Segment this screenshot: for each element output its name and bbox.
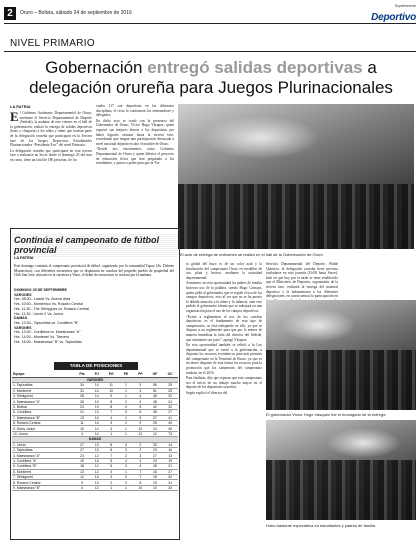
table-cell: 1. Limón [12, 442, 74, 447]
table-cell: 14 [90, 426, 104, 431]
table-row [12, 458, 178, 463]
table-cell: 13 [90, 458, 104, 463]
table-cell: 14 [90, 388, 104, 393]
fixture-group-title: VARONES [14, 292, 32, 297]
section-label: NIVEL PRIMARIO [10, 38, 95, 49]
supplement-logo [371, 3, 416, 24]
table-cell: 34 [74, 383, 90, 388]
box-intro: Este domingo continúa el campeonato provincial de fútbol, organizado por la comunidad Tapuy (Av. Dehene Montecinos), con diferentes encuentros que se disputarán en canchas del pequeño pueblo de propiedad del Club San José, ubicado en la carretera a Vinto, el debut de encuentros se iniciará por la mañana. [14, 264, 174, 278]
headline-pre: Gobernación [45, 58, 143, 77]
article-paragraph: La delegación orureña que participará en esta tercera fase a realizarse en Sucre desde el domingo 25 del mes en curso, tiene un total de 180 personas, de los [10, 148, 92, 162]
table-cell: 8. Rosario Central [12, 480, 74, 485]
table-cell: 12 [90, 469, 104, 474]
table-cell: 27 [74, 447, 90, 452]
standings-table [12, 372, 178, 491]
table-cell: 4. Maestranza "A" [12, 399, 74, 404]
fixture-line: Hrs. 11:30.- The Stimyguez vs. Rosario Central [14, 306, 89, 311]
standings-subheader: VARONES [12, 377, 178, 382]
table-cell: 12 [90, 453, 104, 458]
table-cell: 10 [104, 388, 119, 393]
fixture-line: Hrs. 13:30.- Cordillera vs. Maestranza "A" [14, 330, 81, 335]
table-cell: 9 [133, 415, 147, 420]
table-cell: 28 [148, 464, 163, 469]
article-col-3a [186, 262, 262, 542]
table-cell: 2 [119, 453, 133, 458]
article-paragraph: En esta oportunidad también se refirió a la Ley departamental que se envió a la gobernación, a disponer los recursos económicos para más premios del campeonato en la Terminal de Buses, ya que es un deseo disponer de esta forma los recursos para la promoción que los campeones del campeonato tendrán, en el 2016. [186, 343, 262, 375]
fixture-group-title: DAMAS [14, 316, 28, 321]
table-cell: 13 [74, 415, 90, 420]
table-cell: 12 [90, 485, 104, 490]
table-cell: 4 [133, 464, 147, 469]
standings-subheader: DAMAS [12, 437, 178, 442]
headline-post: a [367, 58, 377, 77]
table-cell: 12 [74, 474, 90, 479]
table-cell: 31 [74, 388, 90, 393]
table-cell: 5. Bolivar [12, 404, 74, 409]
standings-title: TABLA DE POSICIONES [54, 362, 138, 370]
table-cell: 11 [104, 383, 119, 388]
table-cell: 34 [162, 485, 178, 490]
table-cell: 73 [162, 431, 178, 436]
article-col-2 [96, 104, 174, 224]
table-cell: 18 [148, 474, 163, 479]
table-row [12, 480, 178, 485]
table-cell: 6. Cordillera [12, 410, 74, 415]
table-cell: 13 [90, 410, 104, 415]
table-cell: 8 [133, 480, 147, 485]
standings-header-cell: GC [162, 372, 178, 377]
table-cell: 0 [119, 404, 133, 409]
table-cell: 18 [74, 464, 90, 469]
table-cell: 2 [133, 383, 147, 388]
standings-header-cell: GF [148, 372, 163, 377]
table-cell: 3 [119, 447, 133, 452]
table-cell: 13 [90, 474, 104, 479]
table-cell: 25 [148, 421, 163, 426]
table-cell: 27 [148, 453, 163, 458]
table-cell: 13 [90, 480, 104, 485]
table-cell: 24 [148, 426, 163, 431]
table-cell: 32 [162, 404, 178, 409]
photo-audience [266, 420, 416, 520]
table-cell: 41 [162, 415, 178, 420]
fixture-line: Hrs. 14:30.- Monterrei Vs. Tirecero [14, 335, 70, 340]
table-cell: 10. Limón [12, 431, 74, 436]
table-cell: 1 [119, 383, 133, 388]
table-cell: 24 [74, 404, 90, 409]
table-cell: 16 [162, 447, 178, 452]
fixture-line: Hrs. 12:30.- Tapicolitas vs. Cordillera "B" [14, 320, 79, 325]
table-cell: 3 [133, 388, 147, 393]
fixture-line: Hrs. 08:30.- Lizanti Vs. Buena vista [14, 297, 71, 302]
table-cell: 31 [162, 480, 178, 485]
table-cell: 49 [162, 421, 178, 426]
table-cell: 9 [133, 421, 147, 426]
table-cell: 10 [74, 426, 90, 431]
fixture-list [14, 288, 174, 344]
table-cell: 13 [162, 453, 178, 458]
table-cell: 5 [104, 464, 119, 469]
table-cell: 21 [162, 464, 178, 469]
table-cell: 9 [74, 480, 90, 485]
dateline: Oruro – Bolivia, sábado 24 de septiembre de 2016 [20, 10, 132, 16]
table-cell: 9. Maestranza "B" [12, 485, 74, 490]
table-cell: 3 [119, 442, 133, 447]
table-cell: 32 [162, 394, 178, 399]
table-cell: 19 [74, 458, 90, 463]
table-cell: 5 [104, 458, 119, 463]
table-cell: 1 [119, 426, 133, 431]
table-cell: 2 [133, 447, 147, 452]
table-cell: 7. Maestranza "B" [12, 415, 74, 420]
table-cell: 56 [148, 383, 163, 388]
table-cell: 1 [119, 388, 133, 393]
table-cell: 23 [148, 447, 163, 452]
table-cell: 48 [148, 394, 163, 399]
table-cell: 4 [119, 458, 133, 463]
table-cell: 8 [104, 404, 119, 409]
table-cell: 12 [90, 464, 104, 469]
table-cell: 14 [90, 431, 104, 436]
photo-caption-bottom: Hubo bastante expectativa en estudiantes y padres de familia [266, 523, 376, 528]
page-header [4, 4, 416, 22]
fixture-group-title: VARONES [14, 325, 32, 330]
standings-header-cell: PG [104, 372, 119, 377]
photo-caption-top: El acto de entrega de uniformes se realizó en el hall de la Gobernación de Oruro [180, 252, 323, 257]
table-cell: 12 [133, 431, 147, 436]
dropcap: E [10, 109, 19, 124]
table-cell: 12 [148, 431, 163, 436]
table-cell: 33 [148, 442, 163, 447]
table-cell: 13 [90, 404, 104, 409]
table-cell: 10 [148, 485, 163, 490]
table-cell: 7 [133, 469, 147, 474]
table-cell: 1 [119, 485, 133, 490]
table-cell: 3 [104, 421, 119, 426]
logo-small-text: Suplemento [394, 2, 416, 8]
table-cell: 27 [148, 415, 163, 420]
headline [10, 58, 412, 98]
table-cell: 8 [104, 447, 119, 452]
table-cell: 3 [119, 480, 133, 485]
table-cell: 51 [148, 388, 163, 393]
table-cell: 48 [148, 399, 163, 404]
table-cell: 24 [162, 399, 178, 404]
table-cell: 3 [133, 453, 147, 458]
table-cell: 9 [104, 394, 119, 399]
table-cell: 1 [119, 415, 133, 420]
table-cell: 4 [74, 485, 90, 490]
table-cell: 14 [90, 394, 104, 399]
box-byline: LA PATRIA [14, 256, 34, 260]
fixture-line: Hrs. 16:00.- Maestranza "B" vs. Tapicolitas [14, 339, 82, 344]
table-cell: 14 [90, 415, 104, 420]
table-cell: 19 [162, 458, 178, 463]
table-cell: 4 [104, 469, 119, 474]
table-cell: 25 [162, 383, 178, 388]
table-cell: 3 [119, 464, 133, 469]
table-cell: 2. Monterrei [12, 388, 74, 393]
table-cell: 7 [104, 453, 119, 458]
article-paragraph: “Donde nos encontremos como Gobierno Departamental de Oruro y quien liderice el proyecto de educación física que han preparado a los estudiantes, y juntos a padre para que la Viz- [96, 147, 174, 166]
table-cell: 1 [119, 394, 133, 399]
table-cell: 1 [119, 469, 133, 474]
table-cell: 4 [133, 458, 147, 463]
table-cell: 3 [119, 474, 133, 479]
table-cell: 8 [104, 442, 119, 447]
article-paragraph: Para finalizar, dijo que esperan que este campeonato sea el inicio de un trabajo mucho mayor en el deporte de los deportistas orureños. [186, 376, 262, 390]
table-cell: 13 [90, 447, 104, 452]
table-cell: 5. Cordillera "B" [12, 464, 74, 469]
table-cell: 14 [90, 421, 104, 426]
table-cell: 13 [90, 442, 104, 447]
table-cell: 4. Cordillera "A" [12, 458, 74, 463]
table-cell: 3 [104, 474, 119, 479]
table-cell: 27 [162, 469, 178, 474]
table-cell: 16 [148, 469, 163, 474]
table-cell: 14 [90, 399, 104, 404]
table-cell: 2. Tapicolitas [12, 447, 74, 452]
page-number: 2 [4, 7, 16, 20]
table-cell: 14 [162, 442, 178, 447]
table-cell: 9. Sivos Junior [12, 426, 74, 431]
photo-caption-mid: El gobernador Víctor Hugo Vásquez fue el encargado de la entrega [266, 412, 386, 417]
section-rule [4, 51, 416, 52]
table-cell: 10 [133, 426, 147, 431]
table-cell: 27 [74, 442, 90, 447]
table-cell: 11 [74, 421, 90, 426]
article-paragraph: Asimismo, en esta oportunidad los padres de familia hicieron uso de la palabra, siendo Hugo Carnaya, quien pidió al gobernador que se regule el uso de los campos deportivos, esto al ver que no se ha puesto la debida atención a la niñez y la infancia, ante este pedido el gobernador afirmó que se trabajará en una organización para el uso de los campos deportivos. [186, 281, 262, 313]
table-cell: 23 [74, 453, 90, 458]
standings-header-cell: Equipo [12, 372, 74, 377]
table-cell: 2 [119, 399, 133, 404]
table-cell: 10 [133, 485, 147, 490]
table-cell: 6 [133, 410, 147, 415]
logo-main-text: Deportivo [371, 11, 416, 23]
table-cell: 8. Rosario Central [12, 421, 74, 426]
table-row [12, 415, 178, 420]
table-cell: 27 [162, 410, 178, 415]
table-cell: 4 [133, 399, 147, 404]
article-paragraph: ta global del buzo es de un color azul y la finalización del campeonato Oruro en medallas de oro, plata y bronce, mediante la autoridad departamental. [186, 262, 262, 280]
table-cell: 25 [162, 388, 178, 393]
table-row [12, 421, 178, 426]
table-cell: 7. Stimigueid [12, 474, 74, 479]
article-byline: LA PATRIA [10, 104, 31, 109]
table-cell: 0 [119, 410, 133, 415]
table-cell: 32 [162, 474, 178, 479]
table-cell: 26 [74, 399, 90, 404]
table-cell: 7 [104, 410, 119, 415]
table-cell: 2 [119, 421, 133, 426]
standings-header-cell: PP [133, 372, 147, 377]
table-cell: 6. Monterrei [12, 469, 74, 474]
table-cell: 49 [162, 426, 178, 431]
table-row [12, 485, 178, 490]
table-cell: 1 [119, 431, 133, 436]
fixture-date: DOMINGO 25 DE SEPTIEMBRE [14, 288, 67, 292]
article-paragraph: En dicho acto se contó con la presencia del Gobernador de Oruro, Víctor Hugo Vásquez, quien expresó sus mejores deseos a los deportistas por haber logrado avanzar hasta la tercera fase, recordando que tengan una participación destacada a nivel nacional dejando en alto el nombre de Oruro. [96, 118, 174, 146]
table-cell: 1 [104, 485, 119, 490]
table-cell: 3. Maestranza "A" [12, 453, 74, 458]
standings-header-cell: PJ [90, 372, 104, 377]
table-row [12, 399, 178, 404]
table-cell: 21 [74, 410, 90, 415]
table-cell: 3. Stimigueid [12, 394, 74, 399]
table-cell: 2 [104, 480, 119, 485]
table-cell: 42 [148, 404, 163, 409]
table-cell: 23 [148, 458, 163, 463]
article-col-1 [10, 104, 92, 224]
fixture-line: Hrs. 10:00.- Monterrico Vs. Rosario Central [14, 302, 83, 307]
table-row [12, 453, 178, 458]
table-cell: 13 [74, 469, 90, 474]
table-cell: 14 [90, 383, 104, 388]
photo-governor [266, 300, 416, 410]
table-cell: 38 [148, 410, 163, 415]
table-cell: 28 [74, 394, 90, 399]
table-cell: 4 [74, 431, 90, 436]
table-cell: 4 [133, 394, 147, 399]
standings-header-cell: PE [119, 372, 133, 377]
article-paragraph: Según explicó el director del [186, 391, 228, 396]
table-cell: 1 [104, 431, 119, 436]
fixture-line: Hrs. 11:30.- Limón 2 Vs. Junior [14, 311, 64, 316]
article-paragraph: El Gobierno Autónomo Departamental de Oruro, mediante el Servicio Departamental de Deporte (Sedede), la mañana de este viernes en el hall de la gobernación, realizó la entrega de salidas deportivas (buzo y chaqueta) a los niños y niñas que forman parte de la delegación orureña que participará en la Tercera fase de los Juegos Deportivos Estudiantiles Plurinacionales “Presidente Evo” del nivel Primario. [10, 109, 92, 148]
table-cell: 8 [104, 399, 119, 404]
headline-highlight: entregó salidas deportivas [147, 58, 363, 77]
table-cell: 15 [148, 480, 163, 485]
article-paragraph: Servicio Departamental del Deporte, Walde Quintero, la delegación orureña tiene previsto trasladarse en esta jornada (16:00 hasta Sucre), lado en que hoy por la tarde se tiene establecido que el Ministerio de Deportes, organizador de la tercera fase, realizará la entrega del material deportivo y la indumentaria a los diferentes delegaciones, en consecuencia la participación en [266, 262, 338, 299]
article-paragraph: “Existe a reglamentar el uso de los canchas deportivas, es el fundamento de esta tipo de campeonatos, se está trabajando en ello, ya que se dispuso a un reglamento para que por lo menos de manera inmediata la falta del director del Sedede, que solamente sea justo”, agregó Vásquez. [186, 314, 262, 342]
header-rule [4, 23, 416, 24]
table-cell: 3 [104, 426, 119, 431]
table-cell: 4 [104, 415, 119, 420]
table-cell: 2 [133, 442, 147, 447]
standings-header-cell: Pts [74, 372, 90, 377]
table-cell: 7 [133, 474, 147, 479]
box-title: Continúa el campeonato de fútbol provincial [12, 233, 178, 258]
table-cell: 1. Tapicolitas [12, 383, 74, 388]
photo-uniform-handover [178, 104, 414, 249]
headline-line2: delegación orureña para Juegos Plurinacionales [29, 78, 393, 97]
table-cell: 5 [133, 404, 147, 409]
article-paragraph: cuales 117 son deportistas en las diferentes disciplinas, el resto lo conforman los entrenadores y delegados. [96, 104, 174, 118]
